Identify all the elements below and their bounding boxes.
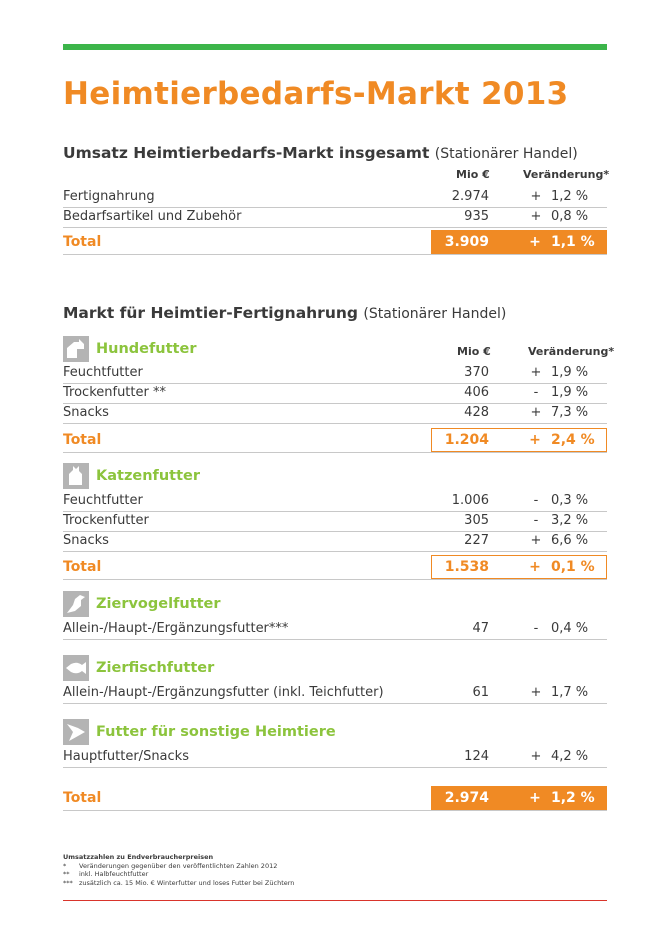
section2-subheading: (Stationärer Handel)	[363, 306, 507, 322]
footnote-marker: **	[63, 870, 70, 878]
table-row	[63, 531, 607, 552]
row-label: Hauptfutter/Snacks	[63, 749, 189, 764]
table-row	[63, 747, 607, 768]
row-value: 1.006	[451, 493, 489, 508]
footnote	[63, 870, 294, 879]
table-row	[63, 511, 607, 532]
category-name: Ziervogelfutter	[96, 596, 221, 612]
footnotes-heading: Umsatzzahlen zu Endverbraucherpreisen	[63, 853, 214, 861]
category-name: Futter für sonstige Heimtiere	[96, 724, 336, 740]
cat-icon	[63, 463, 89, 489]
row-label: Allein-/Haupt-/Ergänzungsfutter***	[63, 621, 289, 636]
bird-icon	[63, 591, 89, 617]
table-row	[63, 363, 607, 384]
table-row	[63, 383, 607, 404]
footnote-marker: ***	[63, 878, 73, 887]
row-sign: +	[530, 209, 542, 224]
row-value: 2.974	[451, 189, 489, 204]
section2-heading-text: Markt für Heimtier-Fertignahrung	[63, 304, 358, 322]
row-label: Feuchtfutter	[63, 493, 143, 508]
row-change: 1,9 %	[551, 365, 589, 380]
row-sign: +	[530, 685, 542, 700]
hundefutter-total-row	[63, 428, 607, 453]
footnote-text: zusätzlich ca. 15 Mio. € Winterfutter und loses Futter bei Züchtern	[79, 878, 295, 887]
row-label: Feuchtfutter	[63, 365, 143, 380]
row-label: Trockenfutter **	[63, 385, 166, 400]
grand-total-row	[63, 786, 607, 811]
total-value: 1.538	[444, 559, 489, 575]
row-value: 305	[464, 513, 489, 528]
footnote-marker: *	[63, 861, 67, 870]
total-sign: +	[529, 559, 541, 575]
category-name: Katzenfutter	[96, 468, 201, 484]
total-sign: +	[529, 234, 541, 250]
row-label: Trockenfutter	[63, 513, 149, 528]
row-value: 428	[464, 405, 489, 420]
total-change: 1,1 %	[551, 234, 595, 250]
total-label: Total	[63, 559, 102, 575]
row-sign: +	[530, 365, 542, 380]
row-sign: +	[530, 533, 542, 548]
footnotes	[63, 853, 294, 887]
category-name: Zierfischfutter	[96, 660, 215, 676]
section2-heading	[63, 304, 506, 322]
row-sign: -	[533, 621, 539, 636]
section2-col-change: Veränderung*	[528, 345, 615, 358]
row-change: 0,4 %	[551, 621, 589, 636]
total-label: Total	[63, 432, 102, 448]
total-value: 1.204	[444, 432, 489, 448]
footnote	[63, 862, 294, 871]
section1-col-change: Veränderung*	[523, 168, 610, 181]
table-row	[63, 491, 607, 512]
row-sign: -	[533, 385, 539, 400]
row-sign: +	[530, 189, 542, 204]
row-change: 7,3 %	[551, 405, 589, 420]
row-change: 6,6 %	[551, 533, 589, 548]
total-change: 1,2 %	[551, 790, 595, 806]
table-row	[63, 207, 607, 228]
row-change: 3,2 %	[551, 513, 589, 528]
table-row	[63, 619, 607, 640]
row-sign: -	[533, 513, 539, 528]
row-value: 124	[464, 749, 489, 764]
row-change: 4,2 %	[551, 749, 589, 764]
total-change: 2,4 %	[551, 432, 595, 448]
row-change: 1,9 %	[551, 385, 589, 400]
row-value: 406	[464, 385, 489, 400]
row-change: 1,2 %	[551, 189, 589, 204]
top-green-bar	[63, 44, 607, 50]
row-label: Snacks	[63, 405, 109, 420]
section1-heading-text: Umsatz Heimtierbedarfs-Markt insgesamt	[63, 144, 430, 162]
table-row	[63, 403, 607, 424]
section1-total-row	[63, 230, 607, 255]
fish-icon	[63, 655, 89, 681]
page-title: Heimtierbedarfs-Markt 2013	[63, 76, 569, 112]
total-sign: +	[529, 432, 541, 448]
row-value: 935	[464, 209, 489, 224]
row-label: Bedarfsartikel und Zubehör	[63, 209, 242, 224]
total-label: Total	[63, 234, 102, 250]
row-sign: +	[530, 749, 542, 764]
row-change: 1,7 %	[551, 685, 589, 700]
row-label: Allein-/Haupt-/Ergänzungsfutter (inkl. Teichfutter)	[63, 685, 384, 700]
row-change: 0,3 %	[551, 493, 589, 508]
row-value: 47	[472, 621, 489, 636]
row-sign: -	[533, 493, 539, 508]
row-change: 0,8 %	[551, 209, 589, 224]
total-value: 2.974	[444, 790, 489, 806]
footnote-text: Veränderungen gegenüber den veröffentlichten Zahlen 2012	[79, 861, 278, 870]
dog-icon	[63, 336, 89, 362]
total-value: 3.909	[444, 234, 489, 250]
category-name: Hundefutter	[96, 341, 197, 357]
row-label: Fertignahrung	[63, 189, 155, 204]
footnote-text: inkl. Halbfeuchtfutter	[79, 870, 149, 878]
section1-heading	[63, 144, 578, 162]
table-row	[63, 683, 607, 704]
row-sign: +	[530, 405, 542, 420]
katzenfutter-total-row	[63, 555, 607, 580]
table-row	[63, 187, 607, 208]
row-value: 61	[472, 685, 489, 700]
row-value: 227	[464, 533, 489, 548]
total-change: 0,1 %	[551, 559, 595, 575]
rabbit-icon	[63, 719, 89, 745]
row-label: Snacks	[63, 533, 109, 548]
row-value: 370	[464, 365, 489, 380]
total-label: Total	[63, 790, 102, 806]
section1-subheading: (Stationärer Handel)	[434, 146, 578, 162]
footnote	[63, 879, 294, 888]
bottom-divider	[63, 900, 607, 901]
section2-col-value: Mio €	[457, 345, 491, 358]
section1-col-value: Mio €	[456, 168, 490, 181]
total-sign: +	[529, 790, 541, 806]
